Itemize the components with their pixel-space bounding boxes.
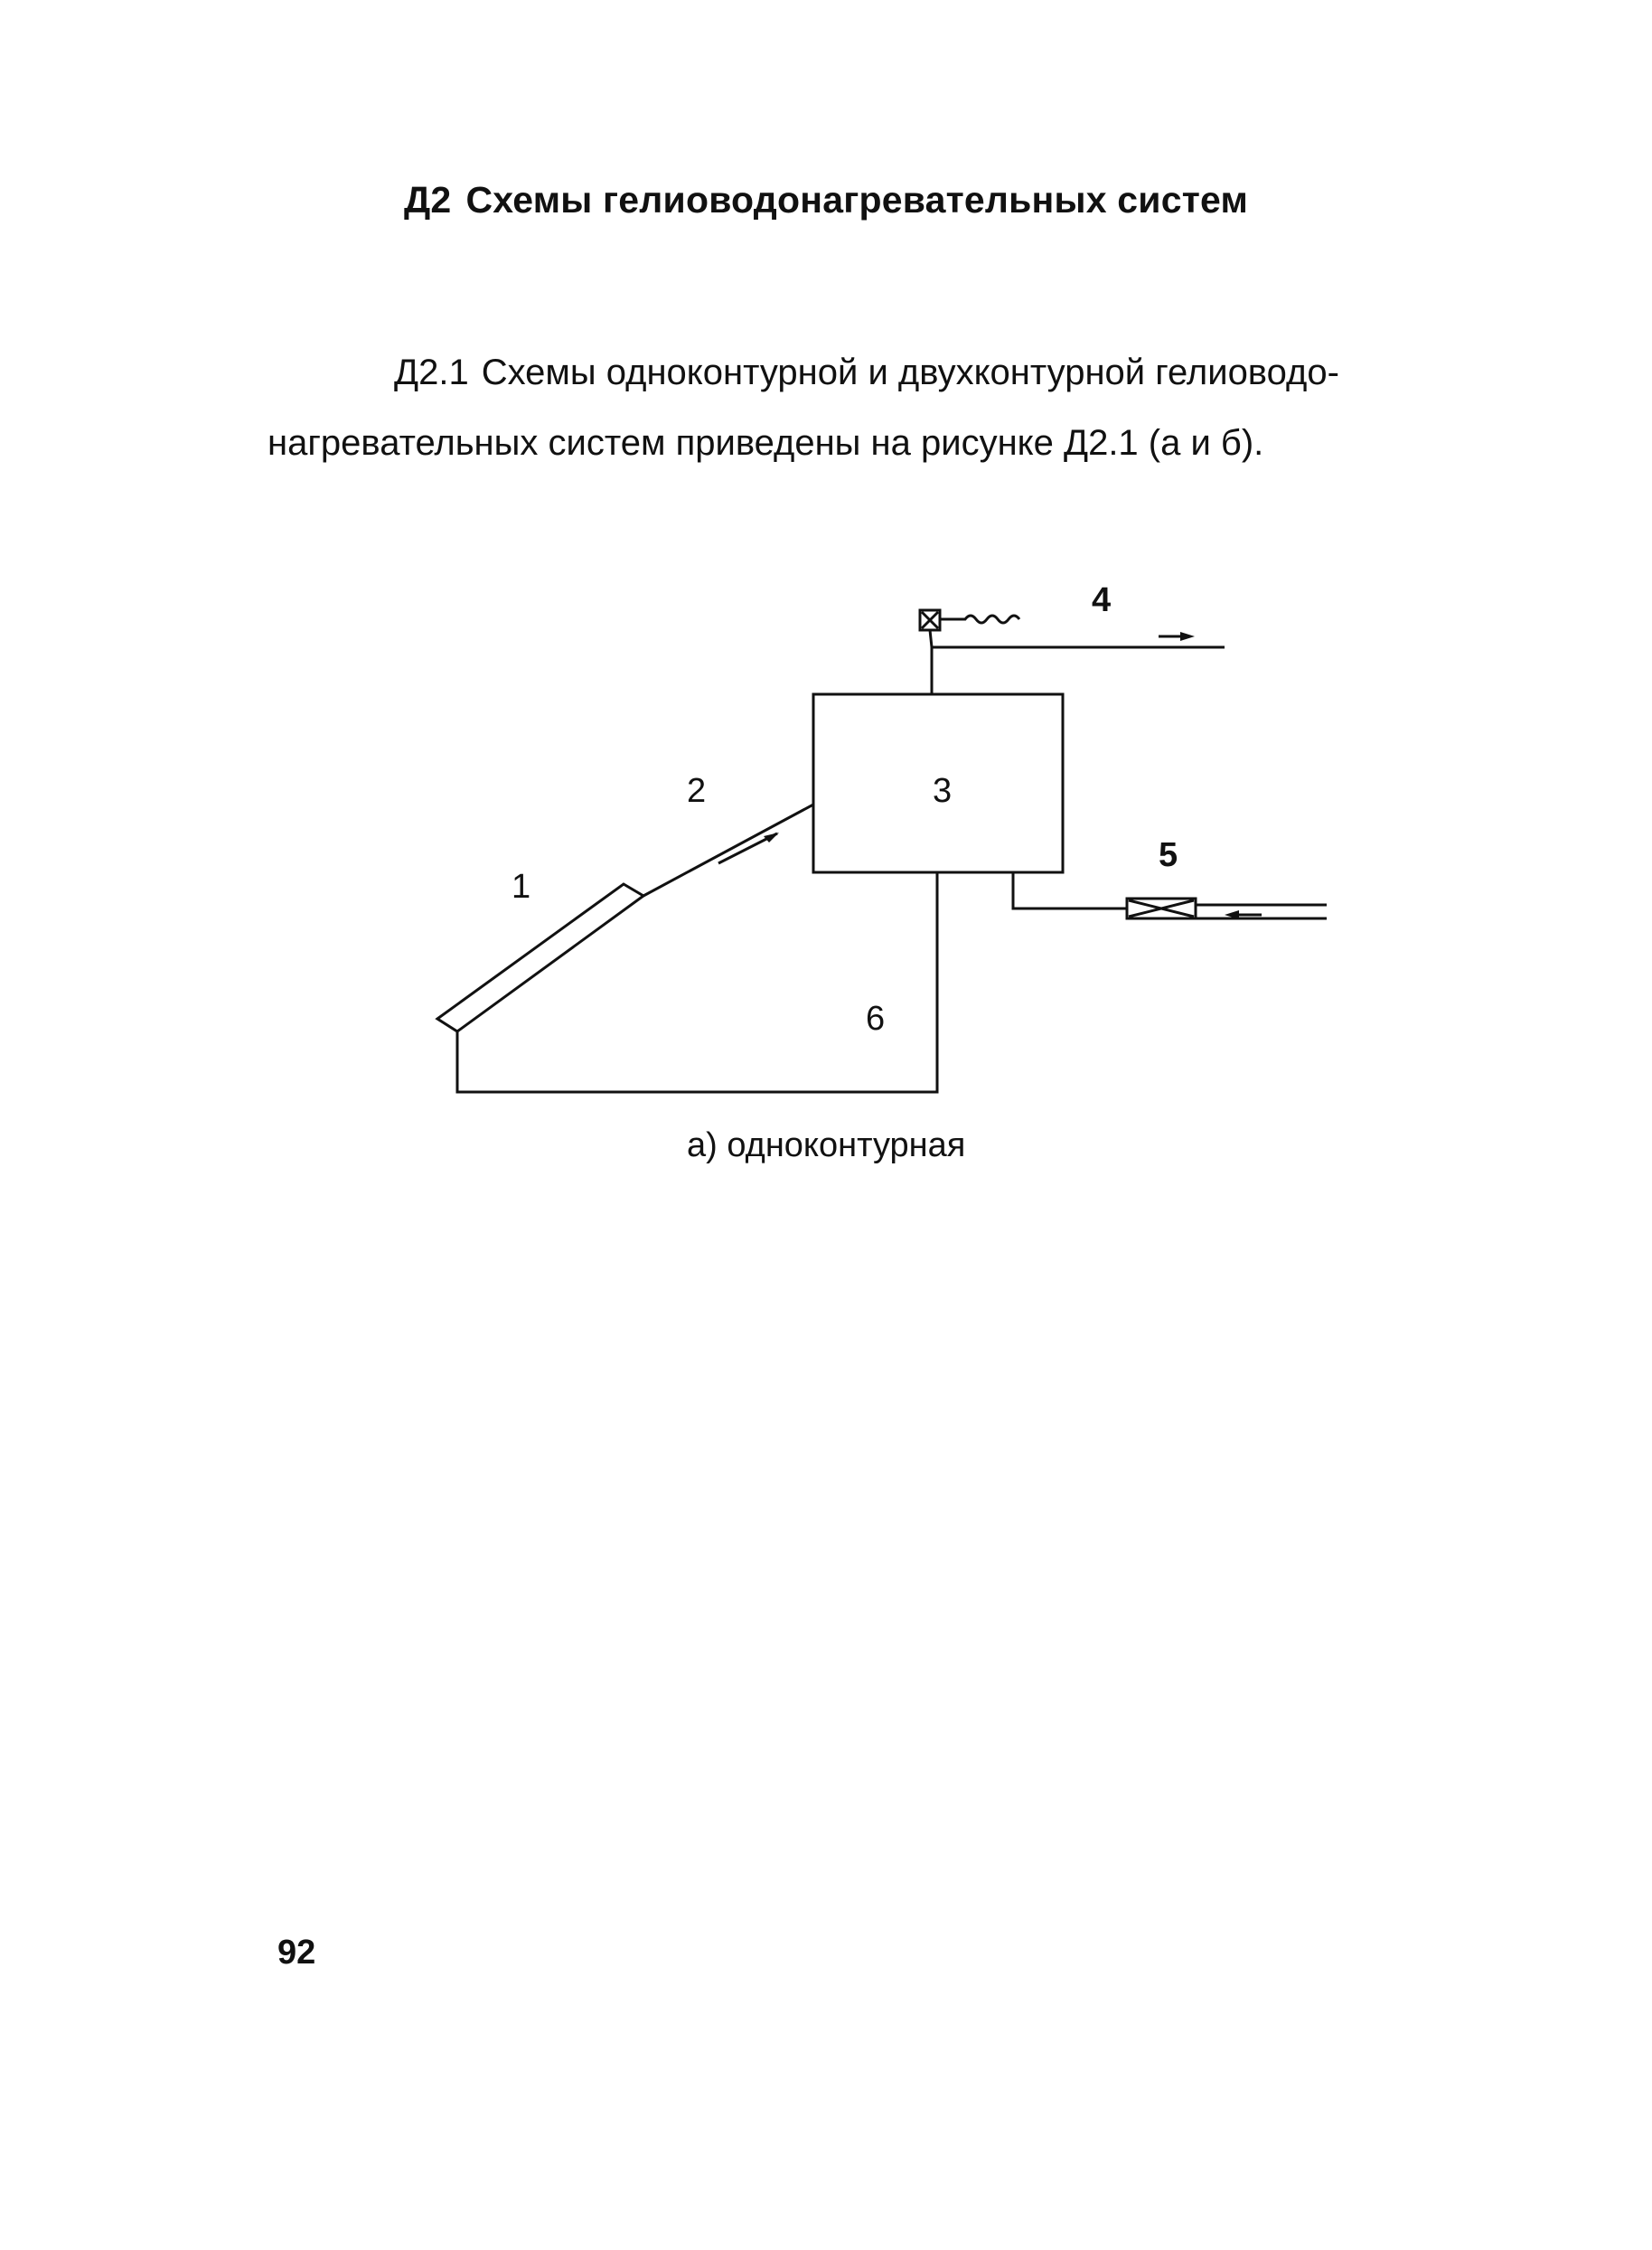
label-collector: 1 — [512, 868, 531, 906]
section-number: Д2 — [404, 179, 452, 221]
hot-water-outlet-pipe — [932, 647, 1225, 694]
paragraph-code: Д2.1 — [394, 353, 469, 392]
label-cold-inlet: 5 — [1159, 836, 1178, 874]
paragraph-line-2: нагревательных систем приведены на рисунке Д2.1 (а и б). — [268, 423, 1264, 463]
supply-pipe — [643, 805, 813, 896]
vent-squiggle — [940, 616, 1019, 623]
page-number: 92 — [277, 1934, 316, 1972]
label-tank: 3 — [933, 772, 953, 810]
solar-collector — [437, 884, 643, 1031]
label-hot-outlet: 4 — [1092, 581, 1112, 619]
label-supply-pipe: 2 — [687, 772, 707, 810]
paragraph-text-1: Схемы одноконтурной и двухконтурной гелиоводо- — [481, 353, 1339, 392]
label-return-pipe: 6 — [866, 1000, 886, 1038]
cold-water-inlet-pipe — [1013, 872, 1127, 908]
figure-caption: а) одноконтурная — [687, 1126, 966, 1164]
section-title: Схемы гелиоводонагревательных систем — [465, 179, 1248, 221]
